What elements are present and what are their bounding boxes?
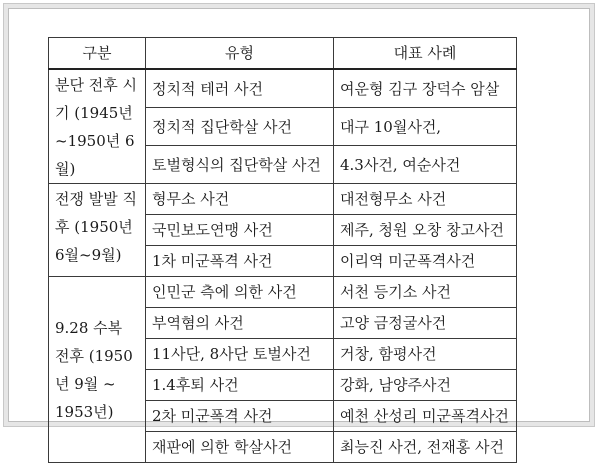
example-cell: 강화, 남양주사건 [334,370,517,401]
type-cell: 정치적 테러 사건 [146,69,334,108]
type-cell: 1차 미군폭격 사건 [146,246,334,277]
header-example: 대표 사례 [334,38,517,70]
type-cell: 1.4후퇴 사건 [146,370,334,401]
type-cell: 부역혐의 사건 [146,308,334,339]
table-row [49,69,517,108]
group-period-cell: 분단 전후 시기 (1945년~1950년 6월) [49,69,146,184]
example-cell: 예천 산성리 미군폭격사건 [334,401,517,432]
massacre-types-table [48,37,517,463]
example-cell: 대구 10월사건, [334,108,517,146]
example-cell: 서천 등기소 사건 [334,277,517,308]
type-cell: 인민군 측에 의한 사건 [146,277,334,308]
example-cell: 4.3사건, 여순사건 [334,146,517,184]
header-type: 유형 [146,38,334,70]
type-cell: 국민보도연맹 사건 [146,215,334,246]
table-header-row [49,38,517,70]
example-cell: 고양 금정굴사건 [334,308,517,339]
example-cell: 대전형무소 사건 [334,184,517,215]
example-cell: 거창, 함평사건 [334,339,517,370]
example-cell: 제주, 청원 오창 창고사건 [334,215,517,246]
example-cell: 이리역 미군폭격사건 [334,246,517,277]
table-row [49,277,517,308]
type-cell: 11사단, 8사단 토벌사건 [146,339,334,370]
type-cell: 재판에 의한 학살사건 [146,432,334,463]
type-cell: 토벌형식의 집단학살 사건 [146,146,334,184]
type-cell: 2차 미군폭격 사건 [146,401,334,432]
group-period-cell: 9.28 수복 전후 (1950년 9월 ~ 1953년) [49,277,146,463]
type-cell: 정치적 집단학살 사건 [146,108,334,146]
table-row [49,184,517,215]
example-cell: 여운형 김구 장덕수 암살 [334,69,517,108]
type-cell: 형무소 사건 [146,184,334,215]
header-category: 구분 [49,38,146,70]
group-period-cell: 전쟁 발발 직후 (1950년 6월~9월) [49,184,146,277]
example-cell: 최능진 사건, 전재홍 사건 [334,432,517,463]
